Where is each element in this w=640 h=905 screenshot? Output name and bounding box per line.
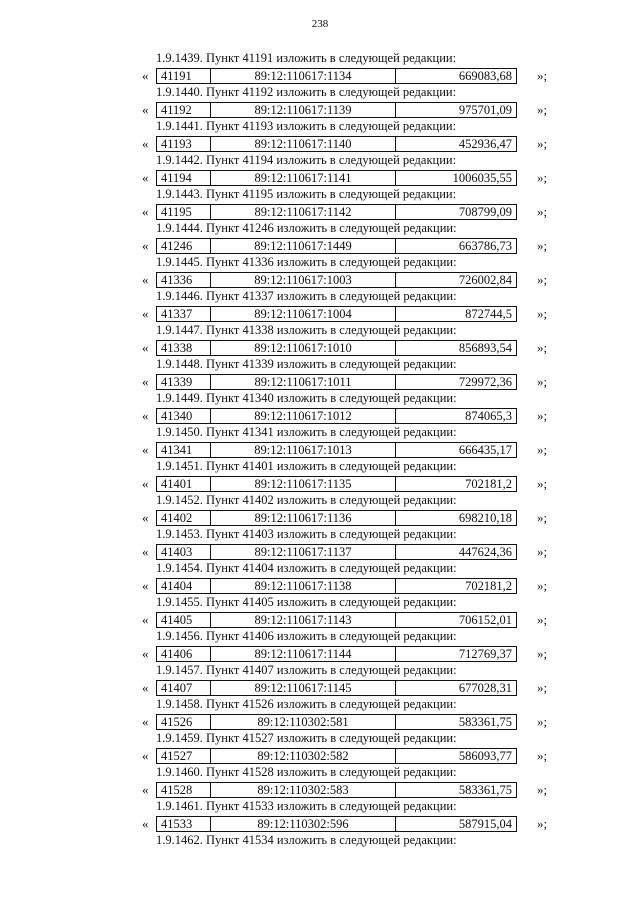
item-number-cell: 41340 — [157, 409, 211, 424]
cadastral-value-cell: 583361,75 — [396, 715, 517, 730]
amendment-row — [0, 408, 640, 424]
amendment-heading: 1.9.1445. Пункт 41336 изложить в следующей редакции: — [156, 255, 457, 269]
amendment-table — [156, 782, 517, 798]
table-row — [157, 443, 517, 458]
cadastral-value-cell: 587915,04 — [396, 817, 517, 832]
item-number-cell: 41405 — [157, 613, 211, 628]
cadastral-number-cell: 89:12:110617:1135 — [211, 477, 396, 492]
cadastral-number-cell: 89:12:110617:1011 — [211, 375, 396, 390]
amendment-table — [156, 714, 517, 730]
amendment-heading-last: 1.9.1462. Пункт 41534 изложить в следующей редакции: — [156, 833, 457, 847]
amendment-row — [0, 748, 640, 764]
cadastral-value-cell: 583361,75 — [396, 783, 517, 798]
amendment-item — [0, 186, 640, 220]
amendment-item — [0, 356, 640, 390]
item-number-cell: 41407 — [157, 681, 211, 696]
close-quote: »; — [537, 510, 548, 525]
cadastral-value-cell: 698210,18 — [396, 511, 517, 526]
close-quote: »; — [537, 374, 548, 389]
amendment-item — [0, 798, 640, 832]
cadastral-number-cell: 89:12:110617:1010 — [211, 341, 396, 356]
amendment-table — [156, 646, 517, 662]
amendment-heading: 1.9.1443. Пункт 41195 изложить в следующей редакции: — [156, 187, 457, 201]
close-quote: »; — [537, 578, 548, 593]
table-row — [157, 647, 517, 662]
amendment-heading: 1.9.1448. Пункт 41339 изложить в следующей редакции: — [156, 357, 457, 371]
amendment-item — [0, 526, 640, 560]
amendment-item — [0, 220, 640, 254]
open-quote: « — [142, 340, 149, 355]
amendment-table — [156, 544, 517, 560]
cadastral-number-cell: 89:12:110617:1140 — [211, 137, 396, 152]
close-quote: »; — [537, 612, 548, 627]
cadastral-number-cell: 89:12:110617:1012 — [211, 409, 396, 424]
amendment-row — [0, 136, 640, 152]
cadastral-value-cell: 452936,47 — [396, 137, 517, 152]
close-quote: »; — [537, 340, 548, 355]
cadastral-number-cell: 89:12:110302:582 — [211, 749, 396, 764]
amendment-table — [156, 408, 517, 424]
open-quote: « — [142, 748, 149, 763]
close-quote: »; — [537, 170, 548, 185]
amendment-row — [0, 612, 640, 628]
amendment-row — [0, 578, 640, 594]
amendment-table — [156, 272, 517, 288]
table-row — [157, 205, 517, 220]
amendment-item — [0, 288, 640, 322]
cadastral-value-cell: 874065,3 — [396, 409, 517, 424]
item-number-cell: 41401 — [157, 477, 211, 492]
amendment-table — [156, 170, 517, 186]
table-row — [157, 613, 517, 628]
table-row — [157, 477, 517, 492]
amendment-row — [0, 510, 640, 526]
cadastral-value-cell: 729972,36 — [396, 375, 517, 390]
open-quote: « — [142, 272, 149, 287]
amendment-row — [0, 374, 640, 390]
table-row — [157, 749, 517, 764]
amendment-item — [0, 322, 640, 356]
amendment-table — [156, 612, 517, 628]
amendment-heading: 1.9.1449. Пункт 41340 изложить в следующей редакции: — [156, 391, 457, 405]
close-quote: »; — [537, 68, 548, 83]
amendment-heading: 1.9.1456. Пункт 41406 изложить в следующей редакции: — [156, 629, 457, 643]
cadastral-number-cell: 89:12:110302:583 — [211, 783, 396, 798]
cadastral-number-cell: 89:12:110617:1134 — [211, 69, 396, 84]
cadastral-value-cell: 702181,2 — [396, 579, 517, 594]
cadastral-number-cell: 89:12:110617:1143 — [211, 613, 396, 628]
table-row — [157, 511, 517, 526]
cadastral-number-cell: 89:12:110617:1137 — [211, 545, 396, 560]
amendment-item — [0, 662, 640, 696]
amendment-table — [156, 748, 517, 764]
page-number: 238 — [311, 18, 329, 30]
amendment-row — [0, 544, 640, 560]
open-quote: « — [142, 612, 149, 627]
item-number-cell: 41246 — [157, 239, 211, 254]
table-row — [157, 579, 517, 594]
cadastral-value-cell: 708799,09 — [396, 205, 517, 220]
cadastral-value-cell: 663786,73 — [396, 239, 517, 254]
open-quote: « — [142, 408, 149, 423]
amendment-table — [156, 510, 517, 526]
close-quote: »; — [537, 136, 548, 151]
amendment-row — [0, 272, 640, 288]
item-number-cell: 41527 — [157, 749, 211, 764]
amendment-heading: 1.9.1442. Пункт 41194 изложить в следующей редакции: — [156, 153, 457, 167]
item-number-cell: 41528 — [157, 783, 211, 798]
amendment-heading: 1.9.1440. Пункт 41192 изложить в следующей редакции: — [156, 85, 457, 99]
cadastral-number-cell: 89:12:110617:1136 — [211, 511, 396, 526]
item-number-cell: 41337 — [157, 307, 211, 322]
close-quote: »; — [537, 306, 548, 321]
amendment-item — [0, 84, 640, 118]
item-number-cell: 41192 — [157, 103, 211, 118]
open-quote: « — [142, 714, 149, 729]
table-row — [157, 545, 517, 560]
amendment-heading: 1.9.1441. Пункт 41193 изложить в следующей редакции: — [156, 119, 457, 133]
close-quote: »; — [537, 272, 548, 287]
close-quote: »; — [537, 476, 548, 491]
close-quote: »; — [537, 680, 548, 695]
amendment-row — [0, 680, 640, 696]
amendment-heading: 1.9.1460. Пункт 41528 изложить в следующей редакции: — [156, 765, 457, 779]
item-number-cell: 41406 — [157, 647, 211, 662]
cadastral-number-cell: 89:12:110617:1003 — [211, 273, 396, 288]
amendment-table — [156, 578, 517, 594]
amendment-table — [156, 238, 517, 254]
item-number-cell: 41339 — [157, 375, 211, 390]
amendment-table — [156, 374, 517, 390]
open-quote: « — [142, 374, 149, 389]
table-row — [157, 681, 517, 696]
amendment-row — [0, 816, 640, 832]
item-number-cell: 41403 — [157, 545, 211, 560]
table-row — [157, 239, 517, 254]
item-number-cell: 41533 — [157, 817, 211, 832]
amendment-item — [0, 254, 640, 288]
table-row — [157, 715, 517, 730]
cadastral-number-cell: 89:12:110617:1004 — [211, 307, 396, 322]
amendment-row — [0, 442, 640, 458]
close-quote: »; — [537, 544, 548, 559]
cadastral-value-cell: 726002,84 — [396, 273, 517, 288]
amendment-heading: 1.9.1455. Пункт 41405 изложить в следующей редакции: — [156, 595, 457, 609]
open-quote: « — [142, 544, 149, 559]
cadastral-value-cell: 677028,31 — [396, 681, 517, 696]
amendment-row — [0, 476, 640, 492]
open-quote: « — [142, 136, 149, 151]
table-row — [157, 409, 517, 424]
table-row — [157, 341, 517, 356]
item-number-cell: 41195 — [157, 205, 211, 220]
amendment-heading: 1.9.1459. Пункт 41527 изложить в следующей редакции: — [156, 731, 457, 745]
close-quote: »; — [537, 816, 548, 831]
cadastral-number-cell: 89:12:110617:1144 — [211, 647, 396, 662]
amendment-row — [0, 238, 640, 254]
open-quote: « — [142, 102, 149, 117]
open-quote: « — [142, 816, 149, 831]
cadastral-number-cell: 89:12:110617:1013 — [211, 443, 396, 458]
close-quote: »; — [537, 646, 548, 661]
amendment-row — [0, 306, 640, 322]
amendment-row — [0, 646, 640, 662]
cadastral-number-cell: 89:12:110617:1449 — [211, 239, 396, 254]
open-quote: « — [142, 476, 149, 491]
item-number-cell: 41404 — [157, 579, 211, 594]
cadastral-number-cell: 89:12:110302:581 — [211, 715, 396, 730]
item-number-cell: 41193 — [157, 137, 211, 152]
item-number-cell: 41526 — [157, 715, 211, 730]
amendment-heading: 1.9.1444. Пункт 41246 изложить в следующей редакции: — [156, 221, 457, 235]
table-row — [157, 69, 517, 84]
cadastral-value-cell: 702181,2 — [396, 477, 517, 492]
close-quote: »; — [537, 238, 548, 253]
amendment-item — [0, 628, 640, 662]
amendment-row — [0, 340, 640, 356]
item-number-cell: 41338 — [157, 341, 211, 356]
amendment-row — [0, 170, 640, 186]
amendment-item — [0, 458, 640, 492]
amendment-table — [156, 442, 517, 458]
close-quote: »; — [537, 408, 548, 423]
amendment-row — [0, 102, 640, 118]
cadastral-value-cell: 975701,09 — [396, 103, 517, 118]
amendment-table — [156, 136, 517, 152]
amendment-item — [0, 730, 640, 764]
table-row — [157, 103, 517, 118]
amendment-item — [0, 390, 640, 424]
table-row — [157, 375, 517, 390]
amendment-heading: 1.9.1461. Пункт 41533 изложить в следующей редакции: — [156, 799, 457, 813]
close-quote: »; — [537, 204, 548, 219]
cadastral-number-cell: 89:12:110617:1138 — [211, 579, 396, 594]
amendment-heading: 1.9.1452. Пункт 41402 изложить в следующей редакции: — [156, 493, 457, 507]
amendment-row — [0, 204, 640, 220]
amendment-heading: 1.9.1450. Пункт 41341 изложить в следующей редакции: — [156, 425, 457, 439]
amendment-item — [0, 118, 640, 152]
item-number-cell: 41194 — [157, 171, 211, 186]
close-quote: »; — [537, 748, 548, 763]
amendment-table — [156, 680, 517, 696]
item-number-cell: 41341 — [157, 443, 211, 458]
amendment-heading: 1.9.1439. Пункт 41191 изложить в следующей редакции: — [156, 51, 457, 65]
amendment-item — [0, 50, 640, 84]
amendment-table — [156, 102, 517, 118]
item-number-cell: 41402 — [157, 511, 211, 526]
item-number-cell: 41336 — [157, 273, 211, 288]
amendment-heading: 1.9.1446. Пункт 41337 изложить в следующей редакции: — [156, 289, 457, 303]
amendment-item — [0, 594, 640, 628]
close-quote: »; — [537, 102, 548, 117]
amendment-item — [0, 152, 640, 186]
cadastral-value-cell: 666435,17 — [396, 443, 517, 458]
open-quote: « — [142, 782, 149, 797]
amendment-heading: 1.9.1447. Пункт 41338 изложить в следующей редакции: — [156, 323, 457, 337]
amendment-table — [156, 476, 517, 492]
table-row — [157, 137, 517, 152]
amendment-item — [0, 764, 640, 798]
cadastral-number-cell: 89:12:110302:596 — [211, 817, 396, 832]
amendment-list — [0, 50, 640, 832]
cadastral-value-cell: 856893,54 — [396, 341, 517, 356]
amendment-table — [156, 306, 517, 322]
amendment-heading: 1.9.1454. Пункт 41404 изложить в следующей редакции: — [156, 561, 457, 575]
table-row — [157, 783, 517, 798]
document-body — [0, 50, 640, 847]
amendment-table — [156, 68, 517, 84]
open-quote: « — [142, 680, 149, 695]
cadastral-value-cell: 586093,77 — [396, 749, 517, 764]
open-quote: « — [142, 306, 149, 321]
cadastral-value-cell: 447624,36 — [396, 545, 517, 560]
table-row — [157, 307, 517, 322]
cadastral-value-cell: 706152,01 — [396, 613, 517, 628]
amendment-row — [0, 714, 640, 730]
open-quote: « — [142, 510, 149, 525]
amendment-heading: 1.9.1458. Пункт 41526 изложить в следующей редакции: — [156, 697, 457, 711]
open-quote: « — [142, 68, 149, 83]
open-quote: « — [142, 170, 149, 185]
amendment-item — [0, 492, 640, 526]
amendment-table — [156, 204, 517, 220]
amendment-item — [0, 696, 640, 730]
open-quote: « — [142, 238, 149, 253]
table-row — [157, 171, 517, 186]
cadastral-number-cell: 89:12:110617:1145 — [211, 681, 396, 696]
open-quote: « — [142, 578, 149, 593]
amendment-item — [0, 424, 640, 458]
item-number-cell: 41191 — [157, 69, 211, 84]
table-row — [157, 817, 517, 832]
close-quote: »; — [537, 782, 548, 797]
cadastral-value-cell: 669083,68 — [396, 69, 517, 84]
cadastral-number-cell: 89:12:110617:1139 — [211, 103, 396, 118]
close-quote: »; — [537, 714, 548, 729]
open-quote: « — [142, 646, 149, 661]
amendment-item — [0, 560, 640, 594]
amendment-heading: 1.9.1451. Пункт 41401 изложить в следующей редакции: — [156, 459, 457, 473]
amendment-table — [156, 340, 517, 356]
open-quote: « — [142, 442, 149, 457]
cadastral-value-cell: 872744,5 — [396, 307, 517, 322]
cadastral-value-cell: 1006035,55 — [396, 171, 517, 186]
close-quote: »; — [537, 442, 548, 457]
amendment-heading: 1.9.1457. Пункт 41407 изложить в следующей редакции: — [156, 663, 457, 677]
amendment-table — [156, 816, 517, 832]
amendment-heading: 1.9.1453. Пункт 41403 изложить в следующей редакции: — [156, 527, 457, 541]
table-row — [157, 273, 517, 288]
amendment-row — [0, 782, 640, 798]
cadastral-number-cell: 89:12:110617:1142 — [211, 205, 396, 220]
open-quote: « — [142, 204, 149, 219]
cadastral-value-cell: 712769,37 — [396, 647, 517, 662]
cadastral-number-cell: 89:12:110617:1141 — [211, 171, 396, 186]
amendment-row — [0, 68, 640, 84]
